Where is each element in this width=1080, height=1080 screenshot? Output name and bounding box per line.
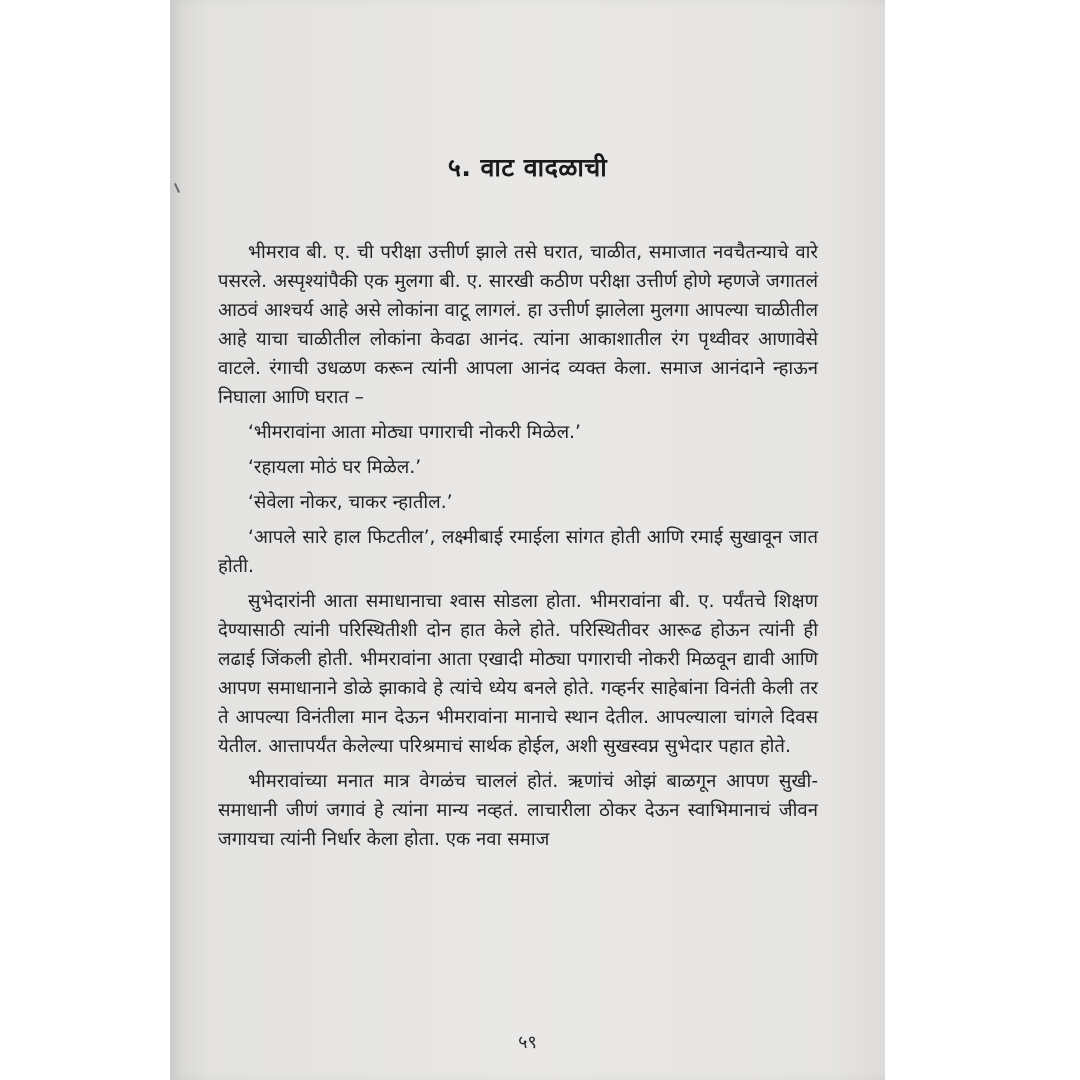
chapter-body bbox=[218, 238, 818, 860]
paragraph-1: भीमराव बी. ए. ची परीक्षा उत्तीर्ण झाले तसे घरात, चाळीत, समाजात नवचैतन्याचे वारे पसरले. अस्पृश्यांपैकी एक मुलगा बी. ए. सारखी कठीण परीक्षा उत्तीर्ण होणे म्हणजे जगातलं आठवं आश्चर्य आहे असे लोकांना वाटू लागलं. हा उत्तीर्ण झालेला मुलगा आपल्या चाळीतील आहे याचा चाळीतील लोकांना केवढा आनंद. त्यांना आकाशातील रंग पृथ्वीवर आणावेसे वाटले. रंगाची उधळण करून त्यांनी आपला आनंद व्यक्त केला. समाज आनंदाने न्हाऊन निघाला आणि घरात – bbox=[218, 242, 818, 408]
quote-line-3: ‘सेवेला नोकर, चाकर न्हातील.’ bbox=[248, 492, 453, 513]
book-page bbox=[170, 0, 885, 1080]
quote-line-1: ‘भीमरावांना आता मोठ्या पगाराची नोकरी मिळेल.’ bbox=[248, 422, 581, 443]
chapter-title: ५. वाट वादळाची bbox=[447, 153, 608, 182]
page-number: ५९ bbox=[518, 1032, 537, 1053]
margin-mark bbox=[174, 183, 180, 193]
paragraph-4: भीमरावांच्या मनात मात्र वेगळंच चाललं होतं. ऋणांचं ओझं बाळगून आपण सुखी-समाधानी जीणं जगावं हे त्यांना मान्य नव्हतं. लाचारीला ठोकर देऊन स्वाभिमानाचं जीवन जगायचा त्यांनी निर्धार केला होता. एक नवा समाज bbox=[218, 771, 818, 850]
paragraph-3: सुभेदारांनी आता समाधानाचा श्वास सोडला होता. भीमरावांना बी. ए. पर्यंतचे शिक्षण देण्यासाठी त्यांनी परिस्थितीशी दोन हात केले होते. परिस्थितीवर आरूढ होऊन त्यांनी ही लढाई जिंकली होती. भीमरावांना आता एखादी मोठ्या पगाराची नोकरी मिळवून द्यावी आणि आपण समाधानाने डोळे झाकावे हे त्यांचे ध्येय बनले होते. गव्हर्नर साहेबांना विनंती केली तर ते आपल्या विनंतीला मान देऊन भीमरावांना मानाचे स्थान देतील. आपल्याला चांगले दिवस येतील. आत्तापर्यंत केलेल्या परिश्रमाचं सार्थक होईल, अशी सुखस्वप्न सुभेदार पहात होते. bbox=[218, 591, 818, 757]
paragraph-2: ‘आपले सारे हाल फिटतील’, लक्ष्मीबाई रमाईला सांगत होती आणि रमाई सुखावून जात होती. bbox=[218, 527, 818, 577]
quote-line-2: ‘रहायला मोठं घर मिळेल.’ bbox=[248, 457, 422, 478]
